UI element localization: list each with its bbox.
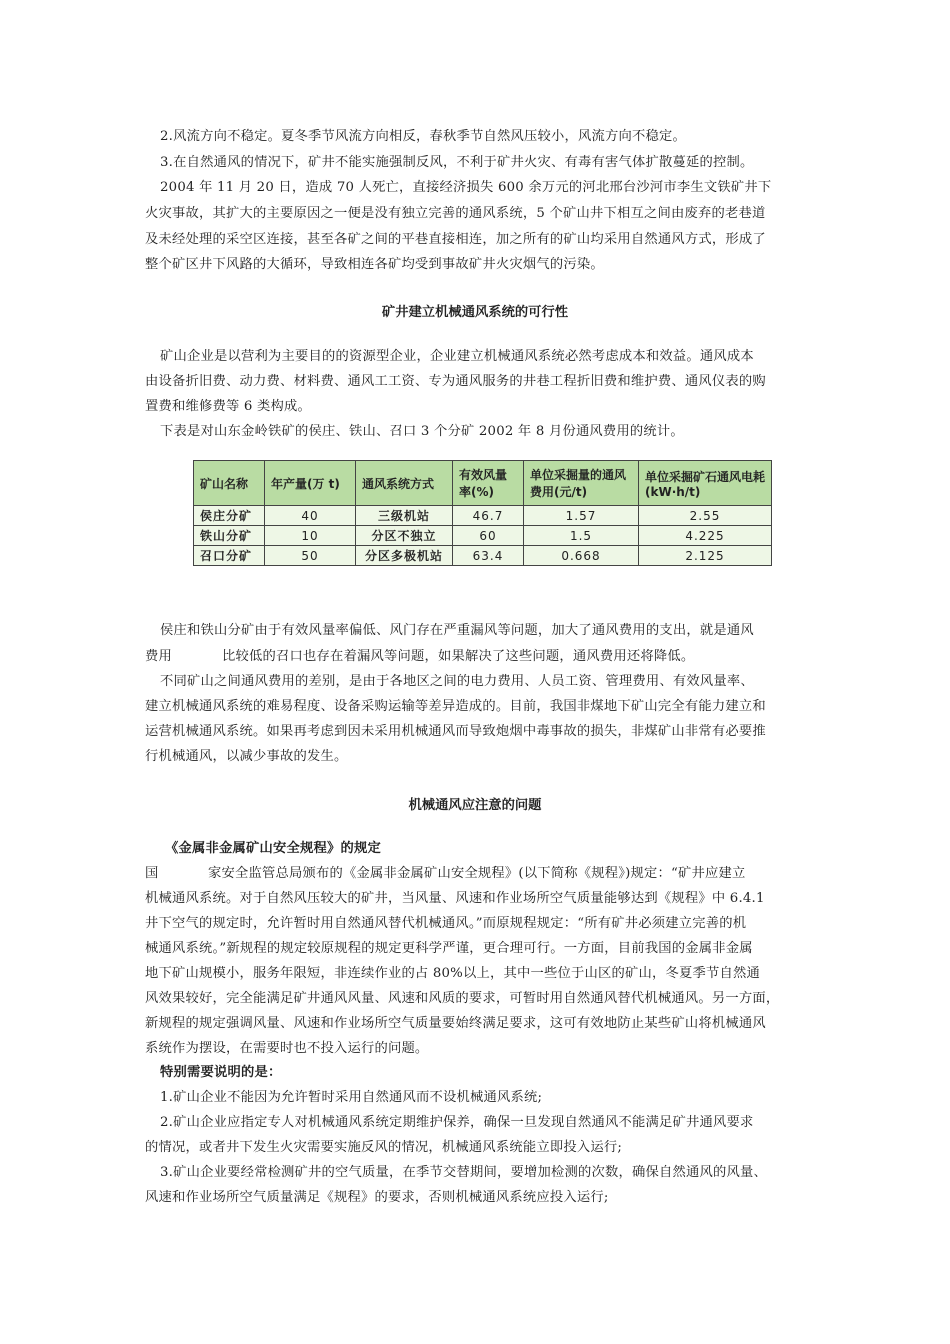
table-cell: 60 [453, 526, 524, 546]
paragraph-line: 侯庄和铁山分矿由于有效风量率偏低、风门存在严重漏风等问题，加大了通风费用的支出，就是通风 [160, 623, 754, 638]
paragraph-line: 建立机械通风系统的难易程度、设备采购运输等差异造成的。目前，我国非煤地下矿山完全有能力建立和 [145, 699, 766, 714]
paragraph-line: 机械通风系统。对于自然风压较大的矿井，当风量、风速和作业场所空气质量能够达到《规程》中 6.4.1 [145, 891, 765, 906]
table-cell: 分区不独立 [356, 526, 453, 546]
table-header-row [194, 461, 772, 506]
paragraph-line: 及未经处理的采空区连接，甚至各矿之间的平巷直接相连，加之所有的矿山均采用自然通风方式，形成了 [145, 232, 766, 247]
list-item: 3.矿山企业要经常检测矿井的空气质量，在季节交替期间，要增加检测的次数，确保自然通风的风量、 [160, 1165, 767, 1180]
table-row [194, 526, 772, 546]
table-cell: 2.125 [639, 546, 772, 566]
table-cell: 1.5 [524, 526, 639, 546]
paragraph-line: 系统作为摆设，在需要时也不投入运行的问题。 [145, 1041, 429, 1056]
paragraph-line: 国 [145, 866, 159, 881]
paragraph-line: 比较低的召口也存在着漏风等问题，如果解决了这些问题，通风费用还将降低。 [222, 649, 695, 664]
section-heading: 矿井建立机械通风系统的可行性 [381, 305, 569, 320]
section-heading: 机械通风应注意的问题 [408, 798, 542, 813]
table-row [194, 546, 772, 566]
paragraph-line: 整个矿区井下风路的大循环，导致相连各矿均受到事故矿井火灾烟气的污染。 [145, 257, 604, 272]
list-item: 2.矿山企业应指定专人对机械通风系统定期维护保养，确保一旦发现自然通风不能满足矿井通风要求 [160, 1115, 754, 1130]
table-cell: 铁山分矿 [194, 526, 265, 546]
table-cell: 63.4 [453, 546, 524, 566]
list-item: 风速和作业场所空气质量满足《规程》的要求，否则机械通风系统应投入运行; [145, 1190, 609, 1205]
paragraph-line: 2.风流方向不稳定。夏冬季节风流方向相反，春秋季节自然风压较小，风流方向不稳定。 [160, 129, 686, 144]
paragraph-line: 家安全监管总局颁布的《金属非金属矿山安全规程》(以下简称《规程》)规定：“矿井应建立 [208, 866, 746, 881]
paragraph-line: 新规程的规定强调风量、风速和作业场所空气质量要始终满足要求，这可有效地防止某些矿山将机械通风 [145, 1016, 766, 1031]
paragraph-line: 井下空气的规定时，允许暂时用自然通风替代机械通风。”而原规程规定：“所有矿井必须建立完善的机 [145, 916, 747, 931]
paragraph-line: 地下矿山规模小，服务年限短，非连续作业的占 80%以上，其中一些位于山区的矿山，冬夏季节自然通 [145, 966, 760, 981]
paragraph-line: 2004 年 11 月 20 日，造成 70 人死亡，直接经济损失 600 余万元的河北邢台沙河市李生文铁矿井下 [160, 180, 772, 195]
paragraph-line: 火灾事故，其扩大的主要原因之一便是没有独立完善的通风系统，5 个矿山井下相互之间由废弃的老巷道 [145, 206, 766, 221]
table-cell: 40 [265, 506, 356, 526]
list-item: 1.矿山企业不能因为允许暂时采用自然通风而不设机械通风系统; [160, 1090, 543, 1105]
table-cell: 46.7 [453, 506, 524, 526]
paragraph-line: 风效果较好，完全能满足矿井通风风量、风速和风质的要求，可暂时用自然通风替代机械通风。另一方面， [145, 991, 780, 1006]
table-cell: 50 [265, 546, 356, 566]
table-cell: 10 [265, 526, 356, 546]
note-title: 特别需要说明的是： [160, 1065, 282, 1080]
paragraph-line: 费用 [145, 649, 172, 664]
table-cell: 4.225 [639, 526, 772, 546]
paragraph-line: 行机械通风，以减少事故的发生。 [145, 749, 348, 764]
paragraph-line: 不同矿山之间通风费用的差别，是由于各地区之间的电力费用、人员工资、管理费用、有效风量率、 [160, 674, 754, 689]
table-cell: 0.668 [524, 546, 639, 566]
table-cell: 2.55 [639, 506, 772, 526]
ventilation-cost-table [193, 460, 772, 566]
table-header-cell: 单位采掘矿石通风电耗(kW·h/t) [639, 461, 772, 506]
paragraph-line: 运营机械通风系统。如果再考虑到因未采用机械通风而导致炮烟中毒事故的损失，非煤矿山非常有必要推 [145, 724, 766, 739]
table-header-cell: 矿山名称 [194, 461, 265, 506]
table-header-cell: 年产量(万 t) [265, 461, 356, 506]
subheading: 《金属非金属矿山安全规程》的规定 [165, 841, 381, 856]
paragraph-line: 矿山企业是以营利为主要目的的资源型企业，企业建立机械通风系统必然考虑成本和效益。通风成本 [160, 349, 754, 364]
table-header-cell: 通风系统方式 [356, 461, 453, 506]
list-item: 的情况，或者井下发生火灾需要实施反风的情况，机械通风系统能立即投入运行; [145, 1140, 623, 1155]
table-header-cell: 有效风量率(%) [453, 461, 524, 506]
table-cell: 1.57 [524, 506, 639, 526]
paragraph-line: 置费和维修费等 6 类构成。 [145, 399, 311, 414]
paragraph-line: 下表是对山东金岭铁矿的侯庄、铁山、召口 3 个分矿 2002 年 8 月份通风费用的统计。 [160, 424, 684, 439]
table-header-cell: 单位采掘量的通风费用(元/t) [524, 461, 639, 506]
paragraph-line: 械通风系统。”新规程的规定较原规程的规定更科学严谨，更合理可行。一方面，目前我国的金属非金属 [145, 941, 753, 956]
table-row [194, 506, 772, 526]
table-cell: 三级机站 [356, 506, 453, 526]
table-cell: 分区多极机站 [356, 546, 453, 566]
table-cell: 侯庄分矿 [194, 506, 265, 526]
table-cell: 召口分矿 [194, 546, 265, 566]
paragraph-line: 由设备折旧费、动力费、材料费、通风工工资、专为通风服务的井巷工程折旧费和维护费、通风仪表的购 [145, 374, 766, 389]
paragraph-line: 3.在自然通风的情况下，矿井不能实施强制反风，不利于矿井火灾、有毒有害气体扩散蔓延的控制。 [160, 155, 754, 170]
